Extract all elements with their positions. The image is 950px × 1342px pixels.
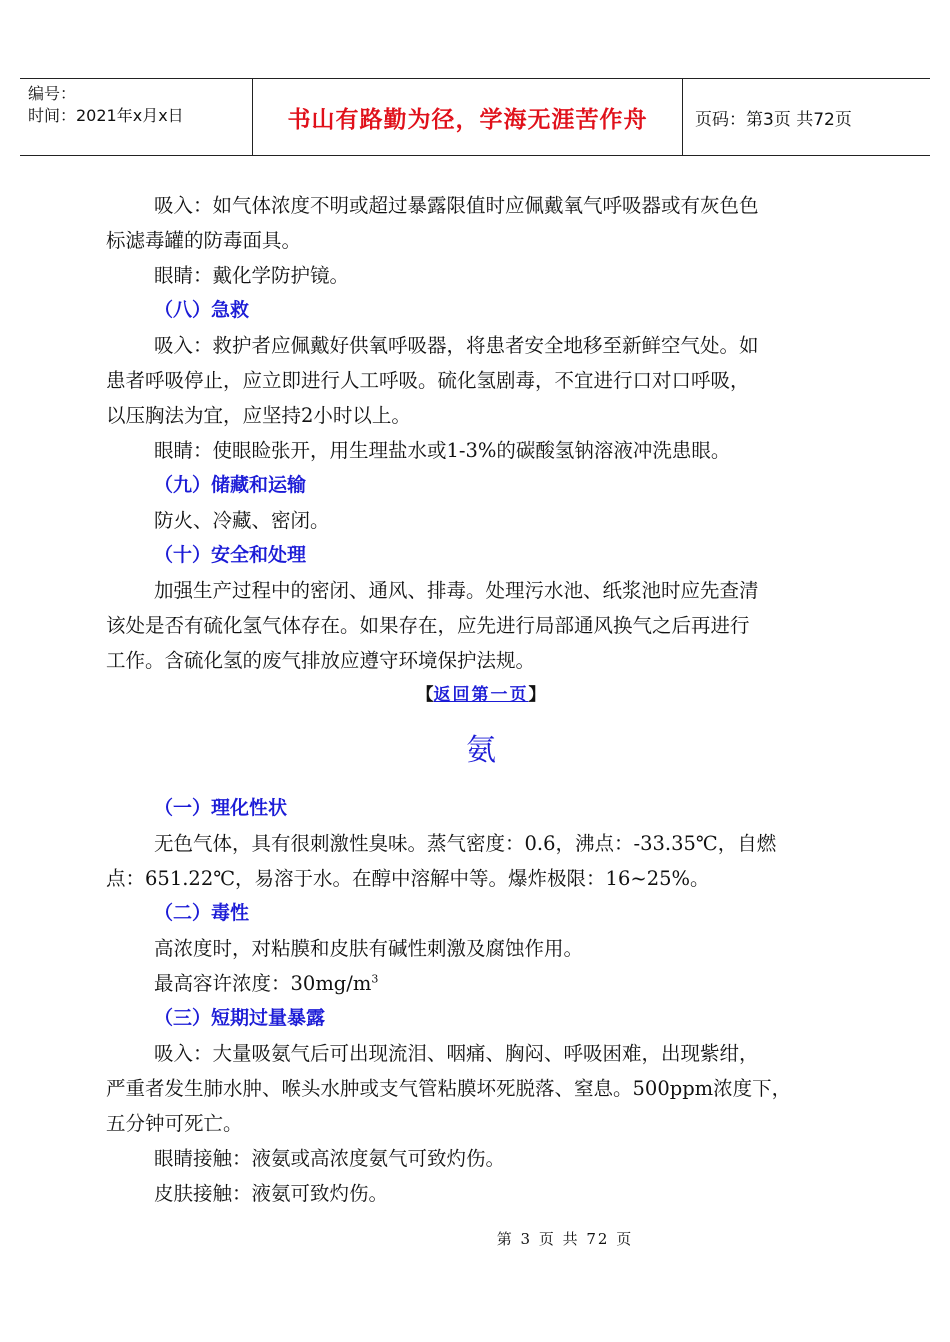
paragraph: 五分钟可死亡。 xyxy=(106,1112,243,1135)
paragraph: 吸入：救护者应佩戴好供氧呼吸器，将患者安全地移至新鲜空气处。如 xyxy=(154,334,759,357)
paragraph: 防火、冷藏、密闭。 xyxy=(154,509,330,532)
page-footer: 第 3 页 共 72 页 xyxy=(496,1230,634,1248)
paragraph: 严重者发生肺水肿、喉头水肿或支气管粘膜坏死脱落、窒息。500ppm浓度下， xyxy=(106,1077,792,1100)
paragraph: 无色气体，具有很刺激性臭味。蒸气密度：0.6，沸点：-33.35℃，自燃 xyxy=(154,832,777,855)
bracket-close: 】 xyxy=(528,685,546,705)
paragraph: 加强生产过程中的密闭、通风、排毒。处理污水池、纸浆池时应先查清 xyxy=(154,579,759,602)
section-heading: （八）急救 xyxy=(154,299,250,321)
document-time-label: 时间：2021年x月x日 xyxy=(28,106,184,125)
concentration-text: 最高容许浓度：30mg/m xyxy=(154,972,372,995)
page-header xyxy=(20,78,930,156)
return-link-row xyxy=(106,678,856,713)
return-first-page-link[interactable]: 返回第一页 xyxy=(433,685,529,705)
bracket-open: 【 xyxy=(416,685,434,705)
header-motto: 书山有路勤为径，学海无涯苦作舟 xyxy=(252,79,683,155)
paragraph: 吸入：大量吸氨气后可出现流泪、咽痛、胸闷、呼吸困难，出现紫绀， xyxy=(154,1042,759,1065)
chapter-title: 氨 xyxy=(466,733,496,768)
section-heading: （三）短期过量暴露 xyxy=(154,1007,326,1029)
superscript: 3 xyxy=(371,972,379,986)
paragraph: 工作。含硫化氢的废气排放应遵守环境保护法规。 xyxy=(106,649,536,672)
paragraph: 吸入：如气体浓度不明或超过暴露限值时应佩戴氧气呼吸器或有灰色色 xyxy=(154,194,759,217)
paragraph: 皮肤接触：液氨可致灼伤。 xyxy=(154,1182,389,1205)
paragraph: 标滤毒罐的防毒面具。 xyxy=(106,229,302,252)
paragraph: 眼睛：使眼睑张开，用生理盐水或1-3%的碳酸氢钠溶液冲洗患眼。 xyxy=(154,439,731,462)
section-heading: （十）安全和处理 xyxy=(154,544,307,566)
paragraph xyxy=(106,966,856,1001)
section-heading: （九）储藏和运输 xyxy=(154,474,307,496)
document-number-label: 编号： xyxy=(28,84,77,103)
paragraph: 眼睛：戴化学防护镜。 xyxy=(154,264,350,287)
header-page-info: 页码：第3页 共72页 xyxy=(695,109,852,130)
paragraph: 该处是否有硫化氢气体存在。如果存在，应先进行局部通风换气之后再进行 xyxy=(106,614,750,637)
paragraph: 点：651.22℃，易溶于水。在醇中溶解中等。爆炸极限：16~25%。 xyxy=(106,867,710,890)
section-heading: （一）理化性状 xyxy=(154,797,288,819)
paragraph: 以压胸法为宜，应坚持2小时以上。 xyxy=(106,404,411,427)
header-meta xyxy=(20,79,252,155)
paragraph: 眼睛接触：液氨或高浓度氨气可致灼伤。 xyxy=(154,1147,506,1170)
section-heading: （二）毒性 xyxy=(154,902,250,924)
document-body xyxy=(106,188,856,1211)
paragraph: 患者呼吸停止，应立即进行人工呼吸。硫化氢剧毒，不宜进行口对口呼吸， xyxy=(106,369,750,392)
paragraph: 高浓度时，对粘膜和皮肤有碱性刺激及腐蚀作用。 xyxy=(154,937,584,960)
